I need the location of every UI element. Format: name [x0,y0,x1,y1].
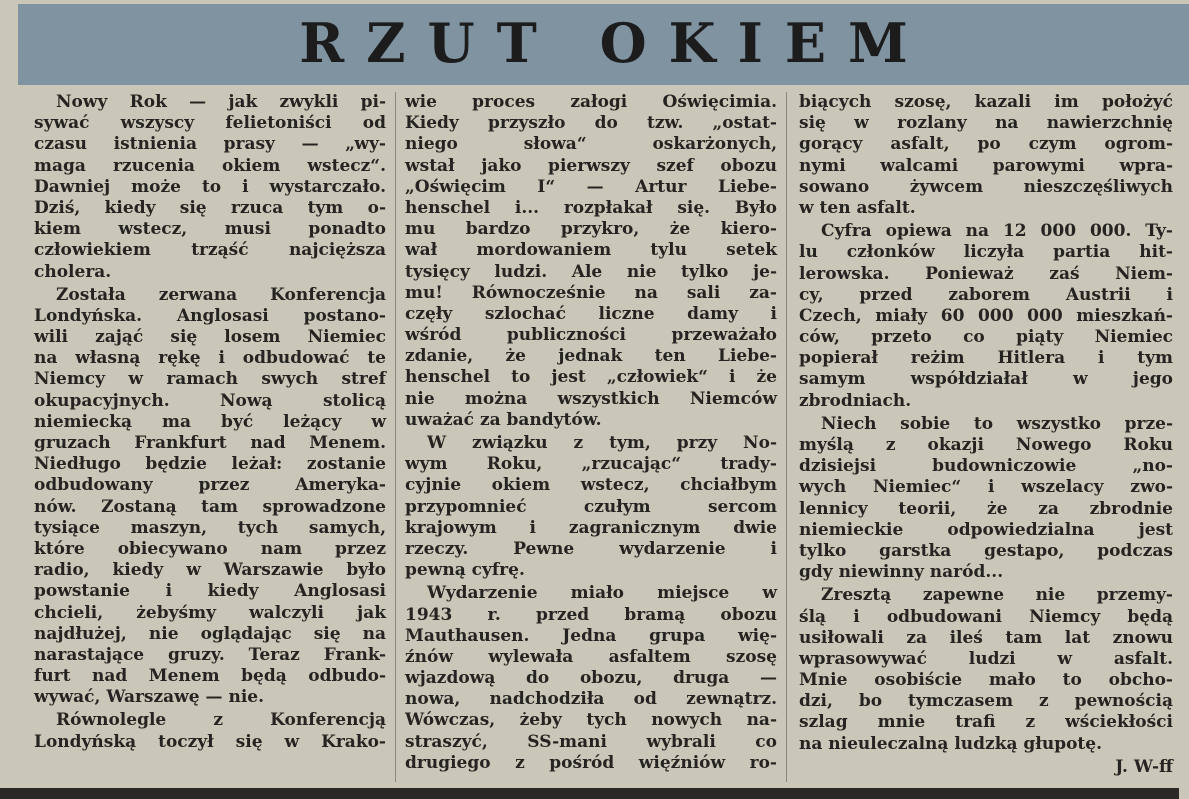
text-line: furt nad Menem będą odbudo- [34,666,386,687]
text-line: się w rozlany na nawierzchnię [799,113,1173,134]
text-line: gorący asfalt, po czym ogrom- [799,134,1173,155]
text-line: tysięcy ludzi. Ale nie tylko je- [405,261,777,282]
text-line: W związku z tym, przy No- [427,433,777,453]
text-line: Cyfra opiewa na 12 000 000. Ty- [821,221,1173,242]
text-line: Kiedy przyszło do tzw. „ostat- [405,113,777,134]
text-line: Nowy Rok — jak zwykli pi- [56,92,386,112]
text-line: Zresztą zapewne nie przemy- [821,585,1173,606]
text-line: ślą i odbudowani Niemcy będą [799,606,1173,627]
paragraph [34,285,386,709]
text-line: gdy niewinny naród... [799,562,1004,583]
text-line: krajowym i zagranicznym dwie [405,517,777,538]
text-line: Wówczas, żeby tych nowych na- [405,710,777,731]
text-line: czasu istnienia prasy — „wy- [34,134,386,155]
text-line: samym współdziałał w jego [799,369,1173,390]
text-line: gruzach Frankfurt nad Menem. [34,433,386,453]
text-line: odbudowany przez Ameryka- [34,475,386,496]
text-line: Londyńską toczył się w Krako- [34,731,386,752]
text-line: biących szosę, kazali im położyć [799,92,1173,112]
text-line: Mnie osobiście mało to obcho- [799,670,1173,691]
text-line: straszyć, SS-mani wybrali co [405,731,777,752]
paragraph [405,583,777,774]
article-column-1 [34,92,386,755]
text-line: tylko garstka gestapo, podczas [799,540,1173,561]
text-line: wprasowywać ludzi w asfalt. [799,648,1173,669]
text-line: sowano żywcem nieszczęśliwych [799,176,1173,197]
bottom-rule [0,788,1179,799]
text-line: niego słowa“ oskarżonych, [405,134,777,155]
text-line: Niech sobie to wszystko prze- [821,413,1173,434]
text-line: Została zerwana Konferencja [56,284,386,305]
text-line: źnów wylewała asfaltem szosę [405,646,777,667]
text-line: powstanie i kiedy Anglosasi [34,581,386,602]
article-column-2 [405,92,777,776]
text-line: nowa, nadchodziła od zewnątrz. [405,689,777,710]
article-column-3 [799,92,1173,778]
text-line: maga rzucenia okiem wstecz“. [34,155,386,176]
author-signature: J. W-ff [1115,756,1173,777]
text-line: pewną cyfrę. [405,560,525,581]
text-line: które obiecywano nam przez [34,538,386,559]
text-line: usiłowali za ileś tam lat znowu [799,627,1173,648]
text-line: Równolegle z Konferencją [56,710,386,731]
text-line: zbrodniach. [799,390,912,411]
text-line: wał mordowaniem tylu setek [405,240,777,261]
column-divider [395,92,396,782]
text-line: okupacyjnych. Nową stolicą [34,390,386,411]
text-line: na nieuleczalną ludzką głupotę. [799,733,1103,754]
paragraph [799,414,1173,584]
text-line: Czech, miały 60 000 000 mieszkań- [799,305,1173,326]
text-line: wym Roku, „rzucając“ trady- [405,454,777,475]
text-line: na własną rękę i odbudować te [34,348,386,369]
text-line: wie proces załogi Oświęcimia. [405,92,777,112]
text-line: uważać za bandytów. [405,409,602,430]
paragraph [799,221,1173,412]
text-line: wywać, Warszawę — nie. [34,687,265,708]
text-line: niemiecką ma być leżący w [34,411,386,432]
text-line: niemieckie odpowiedzialna jest [799,519,1173,540]
text-line: Dziś, kiedy się rzuca tym o- [34,197,386,218]
text-line: 1943 r. przed bramą obozu [405,604,777,625]
text-line: nów. Zostaną tam sprowadzone [34,496,386,517]
text-line: henschel to jest „człowiek“ i że [405,367,777,388]
text-line: „Oświęcim I“ — Artur Liebe- [405,176,777,197]
text-line: cy, przed zaborem Austrii i [799,284,1173,305]
text-line: wśród publiczności przeważało [405,325,777,346]
text-line: mu! Równocześnie na sali za- [405,282,777,303]
paragraph [799,92,1173,219]
paragraph [34,710,386,752]
text-line: wstał jako pierwszy szef obozu [405,155,777,176]
paragraph [405,433,777,581]
text-line: narastające gruzy. Teraz Frank- [34,644,386,665]
text-line: kiem wstecz, musi ponadto [34,219,386,240]
text-line: radio, kiedy w Warszawie było [34,560,386,581]
text-line: szlag mnie trafi z wściekłości [799,712,1173,733]
text-line: drugiego z pośród więźniów ro- [405,752,777,773]
text-line: nie można wszystkich Niemców [405,388,777,409]
text-line: henschel i... rozpłakał się. Było [405,197,777,218]
text-line: wych Niemiec“ i wszelacy zwo- [799,477,1173,498]
text-line: cholera. [34,261,112,282]
text-line: wili zająć się losem Niemiec [34,327,386,348]
text-line: popierał reżim Hitlera i tym [799,348,1173,369]
text-line: człowiekiem trząść najcięższa [34,240,386,261]
text-line: Niemcy w ramach swych stref [34,369,386,390]
text-line: lennicy teorii, że za zbrodnie [799,498,1173,519]
text-line: chcieli, żebyśmy walczyli jak [34,602,386,623]
text-line: dzisiejsi budowniczowie „no- [799,456,1173,477]
text-line: lu członków liczyła partia hit- [799,242,1173,263]
column-divider [786,92,787,782]
text-line: Mauthausen. Jedna grupa wię- [405,625,777,646]
header-band [18,4,1189,85]
text-line: zdanie, że jednak ten Liebe- [405,346,777,367]
text-line: myślą z okazji Nowego Roku [799,435,1173,455]
text-line: sywać wszyscy felietoniści od [34,113,386,134]
text-line: Wydarzenie miało miejsce w [427,583,777,604]
paragraph [34,92,386,283]
text-line: przypomnieć czułym sercom [405,496,777,517]
text-line: Londyńska. Anglosasi postano- [34,305,386,326]
text-line: Niedługo będzie leżał: zostanie [34,454,386,475]
text-line: najdłużej, nie oglądając się na [34,623,386,644]
text-line: cyjnie okiem wstecz, chciałbym [405,475,777,496]
text-line: dzi, bo tymczasem z pewnością [799,691,1173,712]
text-line: nymi walcami parowymi wpra- [799,155,1173,176]
text-line: tysiące maszyn, tych samych, [34,517,386,538]
paragraph [405,92,777,431]
text-line: wjazdową do obozu, druga — [405,668,777,689]
text-line: ców, przeto co piąty Niemiec [799,327,1173,348]
text-line: lerowska. Ponieważ zaś Niem- [799,263,1173,284]
paragraph [799,585,1173,755]
text-line: częły szlochać liczne damy i [405,303,777,324]
text-line: mu bardzo przykro, że kiero- [405,219,777,240]
text-line: rzeczy. Pewne wydarzenie i [405,538,777,559]
text-line: w ten asfalt. [799,197,916,218]
text-line: Dawniej może to i wystarczało. [34,176,386,197]
article-title: RZUT OKIEM [299,11,930,75]
